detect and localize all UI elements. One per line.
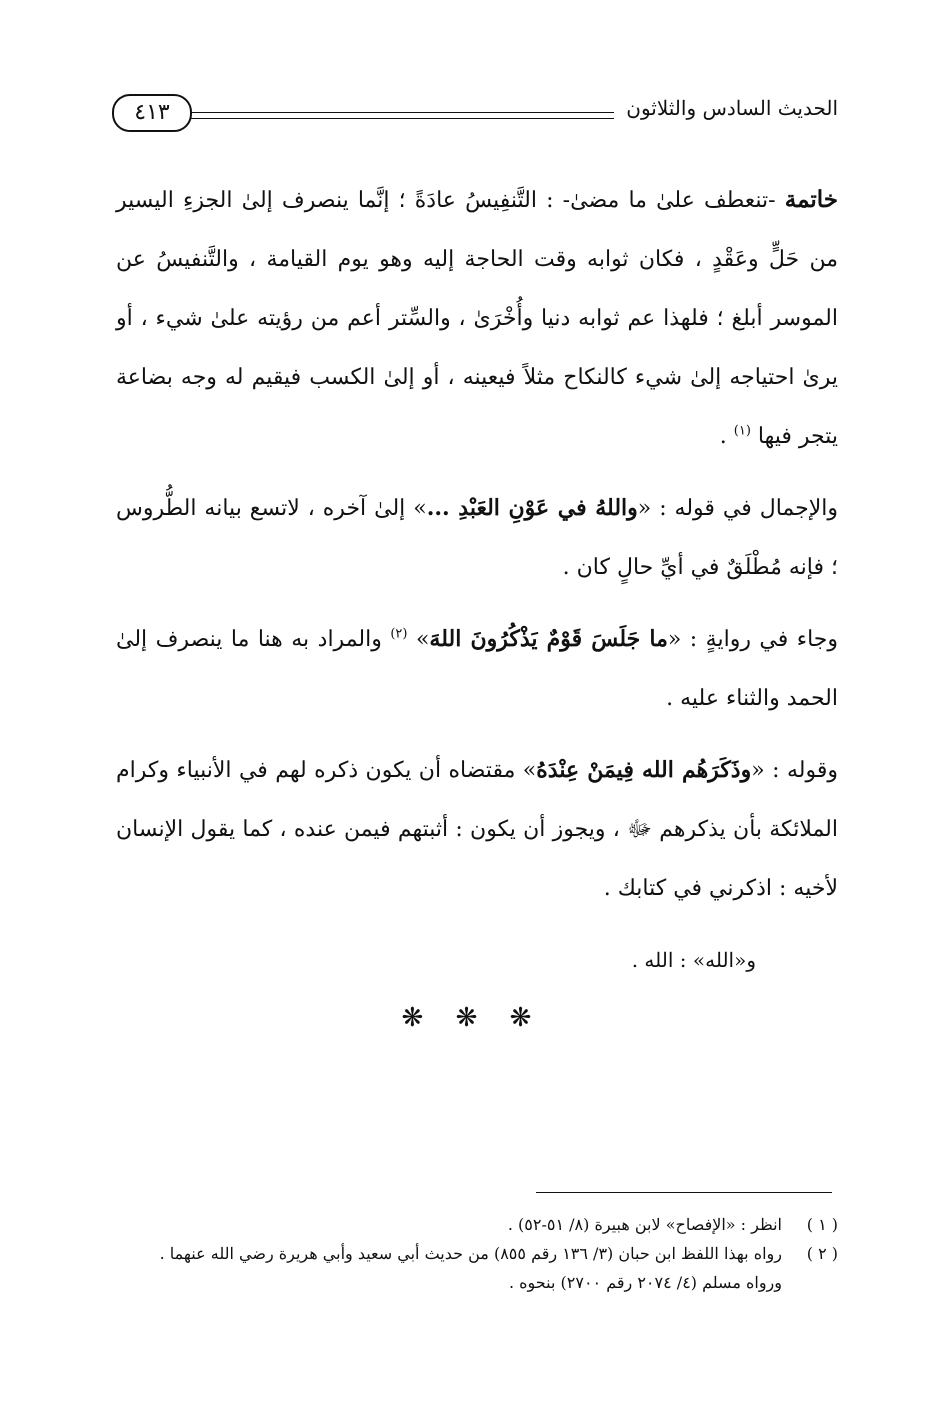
paragraph-text: وقوله : « xyxy=(751,758,838,783)
footnote-text: انظر : «الإفصاح» لابن هبيرة (٨/ ٥١-٥٢) . xyxy=(507,1215,782,1234)
paragraph-conclusion xyxy=(116,170,838,466)
paragraph-generality xyxy=(116,479,838,597)
paragraph-text: » إلىٰ آخره ، لاتسع بيانه الطُّروس ؛ فإنه مُطْلَقٌ في أيِّ حالٍ كان . xyxy=(116,496,838,580)
footnote-text: رواه بهذا اللفظ ابن حبان (٣/ ١٣٦ رقم ٨٥٥) من حديث أبي سعيد وأبي هريرة رضي الله عنهما . xyxy=(159,1244,782,1263)
page-number: ٤١٣ xyxy=(112,94,192,132)
footnote-ref-1[interactable]: (١) xyxy=(733,423,751,439)
footnote-number: ( ١ ) xyxy=(806,1215,838,1234)
closing-line: و«الله» : الله . xyxy=(631,948,756,972)
paragraph-end: . xyxy=(719,424,734,449)
footnote-2 xyxy=(116,1239,838,1268)
footnote-2-continuation: ورواه مسلم (٤/ ٢٠٧٤ رقم ٢٧٠٠) بنحوه . xyxy=(508,1273,782,1292)
section-ornament: ❋ ❋ ❋ xyxy=(401,1003,544,1033)
footnotes xyxy=(116,1210,838,1297)
paragraph-text: والمراد به هنا ما ينصرف إلىٰ الحمد والثناء عليه . xyxy=(116,627,838,711)
chapter-title: الحديث السادس والثلاثون xyxy=(626,96,838,120)
paragraph-text: والإجمال في قوله : « xyxy=(637,496,838,521)
paragraph-remembrance xyxy=(116,741,838,918)
paragraph-text: وجاء في روايةٍ : « xyxy=(667,627,839,652)
running-header xyxy=(112,92,838,136)
paragraph-text: » مقتضاه أن يكون ذكره لهم في الأنبياء وكرام الملائكة بأن يذكرهم ﷻ ، ويجوز أن يكون : أثبتهم فيمن عنده ، كما يقول الإنسان لأخيه : اذكرني في كتابك . xyxy=(116,758,838,901)
quote-close: » xyxy=(415,627,430,652)
paragraph-narration xyxy=(116,610,838,728)
hadith-quote: ما جَلَسَ قَوْمٌ يَذْكُرُونَ اللهَ xyxy=(429,626,668,652)
footnote-1 xyxy=(116,1210,838,1239)
footnote-number: ( ٢ ) xyxy=(806,1244,838,1263)
footnote-rule xyxy=(536,1192,832,1193)
header-rule xyxy=(190,112,614,119)
hadith-quote: وذَكَرَهُم الله فِيمَنْ عِنْدَهُ xyxy=(536,757,752,783)
footnote-ref-2[interactable]: (٢) xyxy=(390,626,408,642)
paragraph-text: -تنعطف علىٰ ما مضىٰ- : التَّنفِيسُ عادَةً ؛ إنَّما ينصرف إلىٰ الجزءِ اليسير من حَلٍّ وعَقْدٍ ، فكان ثوابه وقت الحاجة إليه وهو يوم القيامة ، والتَّنفيسُ عن الموسر أبلغ ؛ فلهذا عم ثوابه دنيا وأُخْرَىٰ ، والسِّتر أعم من رؤيته علىٰ شيء ، أو يرىٰ احتياجه إلىٰ شيء كالنكاح مثلاً فيعينه ، أو إلىٰ الكسب فيقيم له وجه بضاعة يتجر فيها xyxy=(116,188,838,449)
main-text xyxy=(116,170,838,1003)
hadith-quote: واللهُ في عَوْنِ العَبْدِ ... xyxy=(426,495,638,521)
section-lead-word: خاتمة xyxy=(784,186,838,213)
